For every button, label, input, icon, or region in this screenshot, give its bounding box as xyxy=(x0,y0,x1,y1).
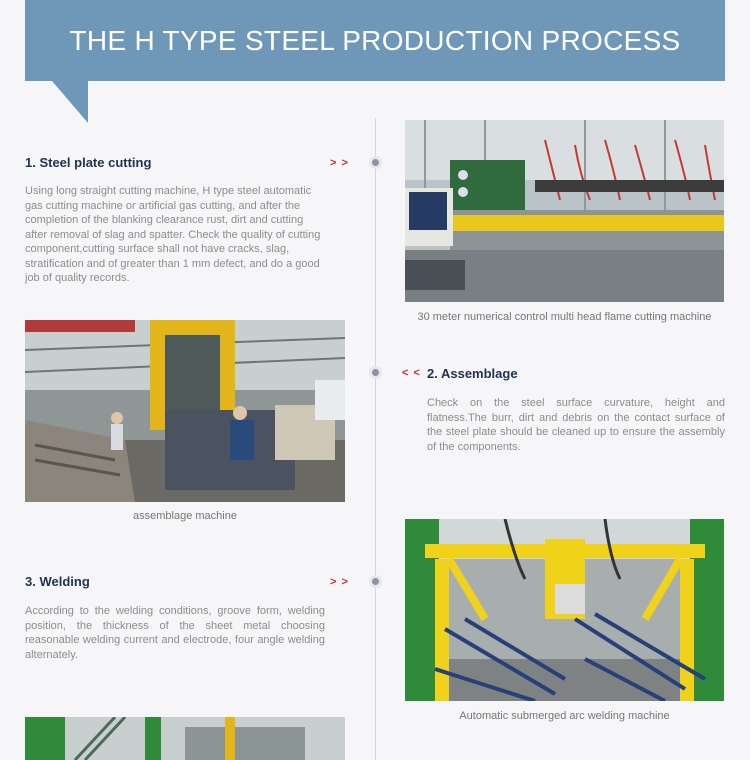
banner-tail-decoration xyxy=(52,81,88,123)
step-1-title: 1. Steel plate cutting xyxy=(25,155,152,170)
timeline-line xyxy=(375,118,376,760)
step-1-arrow-icon: > > xyxy=(330,157,349,169)
step-3-photo-caption: Automatic submerged arc welding machine xyxy=(459,710,670,722)
step-2-arrow-icon: < < xyxy=(402,367,421,379)
timeline-dot-step-2 xyxy=(369,366,382,379)
step-3-arrow-icon: > > xyxy=(330,576,349,588)
next-step-photo-partial xyxy=(25,717,345,760)
step-2-title: 2. Assemblage xyxy=(427,366,518,381)
step-1-description: Using long straight cutting machine, H type steel automatic gas cutting machine or artificial gas cutting, and after the completion of the blanking clearance rust, dirt and cutting after removal of slag and spatter. Check the quality of cutting component,cutting surface shall not have cracks, slag, stratification and of greater than 1 mm defect, and do a good job of quality records. xyxy=(25,185,321,284)
step-1-photo-caption: 30 meter numerical control multi head flame cutting machine xyxy=(417,311,712,323)
cutting-machine-photo xyxy=(405,120,724,302)
timeline-dot-step-3 xyxy=(369,575,382,588)
step-2-description: Check on the steel surface curvature, height and flatness.The burr, dirt and debris on the contact surface of the steel plate should be cleaned up to ensure the assembly of the components. xyxy=(427,397,725,453)
welding-machine-photo xyxy=(405,519,724,701)
header-banner xyxy=(25,0,725,81)
step-3-title: 3. Welding xyxy=(25,574,90,589)
step-3-description: According to the welding conditions, groove form, welding position, the thickness of the sheet metal choosing reasonable welding current and electrode, four angle welding alternately. xyxy=(25,605,325,661)
step-2-photo-caption: assemblage machine xyxy=(133,510,237,522)
assemblage-machine-photo xyxy=(25,320,345,502)
timeline-dot-step-1 xyxy=(369,156,382,169)
page-title: THE H TYPE STEEL PRODUCTION PROCESS xyxy=(69,25,681,56)
